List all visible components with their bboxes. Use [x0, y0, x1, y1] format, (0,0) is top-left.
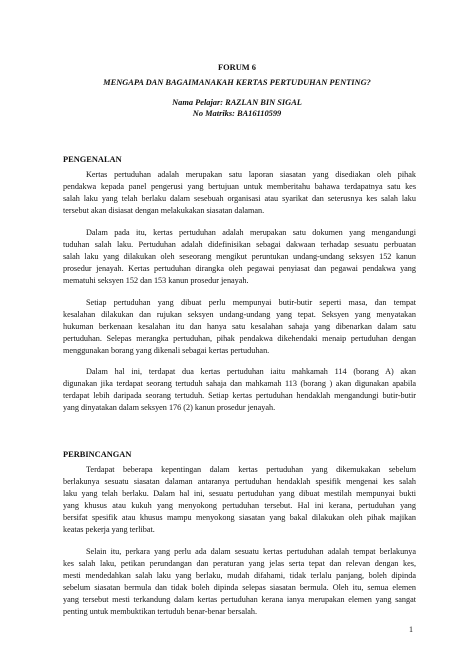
- paragraph-line: tuduhan salah laku. Pertuduhan adalah didefinisikan sebagai dakwaan terhadap sesuatu perbuatan: [63, 240, 416, 249]
- paragraph-line: mesti mendedahkan salah laku yang berlaku, mudah difahami, tidak terlalu panjang, boleh dipinda: [63, 571, 416, 580]
- paragraph-line: kesalahan dilakukan dan rujukan seksyen undang-undang yang tepat. Seksyen yang menyatakan: [63, 310, 416, 319]
- paragraph-line: tersebut akan disiasat dengan melakukakan siasatan dalaman.: [63, 206, 265, 215]
- paragraph-line: terdapat lebih daripada seorang tertuduh. Setiap kertas pertuduhan hendaklah mengandungi butir-butir: [63, 391, 416, 400]
- student-name: Nama Pelajar: RAZLAN BIN SIGAL: [172, 98, 302, 107]
- paragraph-line: Setiap pertuduhan yang dibuat perlu mempunyai butir-butir seperti masa, dan tempat: [86, 298, 416, 307]
- paragraph-line: Kertas pertuduhan adalah merupakan satu laporan siasatan yang disediakan oleh pihak: [86, 170, 416, 179]
- paragraph-line: yang dinyatakan dalam seksyen 176 (2) kanun prosedur jenayah.: [63, 403, 276, 412]
- paragraph-line: laku yang telah berlaku. Dalam hal ini, sesuatu pertuduhan yang dibuat mestilah mempunyai bukti: [63, 489, 416, 498]
- paragraph-line: yang khusus atau kukuh yang menyokong pertuduhan tersebut. Hal ini kerana, pertuduhan yang: [63, 501, 416, 510]
- paragraph-line: yang tersebut mesti terkandung dalam kertas pertuduhan kerana ianya merupakan elemen yang sangat: [63, 595, 416, 604]
- paragraph-line: digunakan jika terdapat seorang tertuduh sahaja dan mahkamah 113 (borang ) akan digunakan apabila: [63, 379, 416, 388]
- paragraph-line: mematuhi seksyen 152 dan 153 kanun prosedur jenayah.: [63, 276, 249, 285]
- section-heading-perbincangan: PERBINCANGAN: [63, 450, 132, 459]
- forum-label: FORUM 6: [218, 63, 256, 72]
- paragraph-line: salah laku yang telah berlaku dalam sesebuah organisasi atau syarikat dan seterusnya kes salah laku: [63, 194, 416, 203]
- paragraph-line: Dalam hal ini, terdapat dua kertas pertuduhan iaitu mahkamah 114 (borang A) akan: [86, 367, 416, 376]
- paragraph-line: salah laku yang dilakukan oleh seseorang mengikut peruntukan undang-undang seksyen 152 kanun: [63, 252, 416, 261]
- paragraph-line: hukuman berkenaan kesalahan itu dan hanya satu kesalahan sahaja yang dibenarkan dalam satu: [63, 322, 416, 331]
- paragraph-line: prosedur jenayah. Kertas pertuduhan dirangka oleh pegawai penyiasat dan pegawai pendakwa yang: [63, 264, 416, 273]
- paragraph-line: sebelum siasatan bermula dan tidak boleh dipinda selepas siasatan bermula. Oleh itu, semua elemen: [63, 583, 416, 592]
- paragraph-line: Selain itu, perkara yang perlu ada dalam sesuatu kertas pertuduhan adalah tempat berlakunya: [86, 547, 416, 556]
- paragraph-line: penting untuk membuktikan tertuduh benar-benar bersalah.: [63, 607, 258, 616]
- matrix-number: No Matriks: BA16110599: [192, 109, 282, 118]
- paragraph-line: pendakwa kepada panel pengerusi yang bertujuan untuk memberitahu bahawa terdapatnya satu kes: [63, 182, 416, 191]
- paragraph-line: bersifat spesifik atau khusus mampu menyokong siasatan yang bakal dilakukan oleh pihak majikan: [63, 513, 416, 522]
- paragraph-line: keatas pekerja yang terlibat.: [63, 525, 155, 534]
- paragraph-line: menggunakan borang yang dikenali sebagai kertas pertuduhan.: [63, 346, 270, 355]
- paragraph-line: pertuduhan. Selepas merangka pertuduhan, pihak pendakwa dikehendaki menaip pertuduhan dengan: [63, 334, 416, 343]
- paragraph-line: Terdapat beberapa kepentingan dalam kertas pertuduhan yang dikemukakan sebelum: [86, 465, 416, 474]
- paragraph-line: kes salah laku, petikan perundangan dan peraturan yang jelas serta tepat dan relevan dengan kes,: [63, 559, 416, 568]
- paragraph-line: berlakunya sesuatu siasatan dalaman antaranya pertuduhan hendaklah spesifik mengenai kes salah: [63, 477, 416, 486]
- section-heading-pengenalan: PENGENALAN: [63, 155, 122, 164]
- paragraph-line: Dalam pada itu, kertas pertuduhan adalah merupakan satu dokumen yang mengandungi: [86, 228, 416, 237]
- document-title: MENGAPA DAN BAGAIMANAKAH KERTAS PERTUDUHAN PENTING?: [103, 78, 371, 87]
- page-number: 1: [409, 625, 413, 634]
